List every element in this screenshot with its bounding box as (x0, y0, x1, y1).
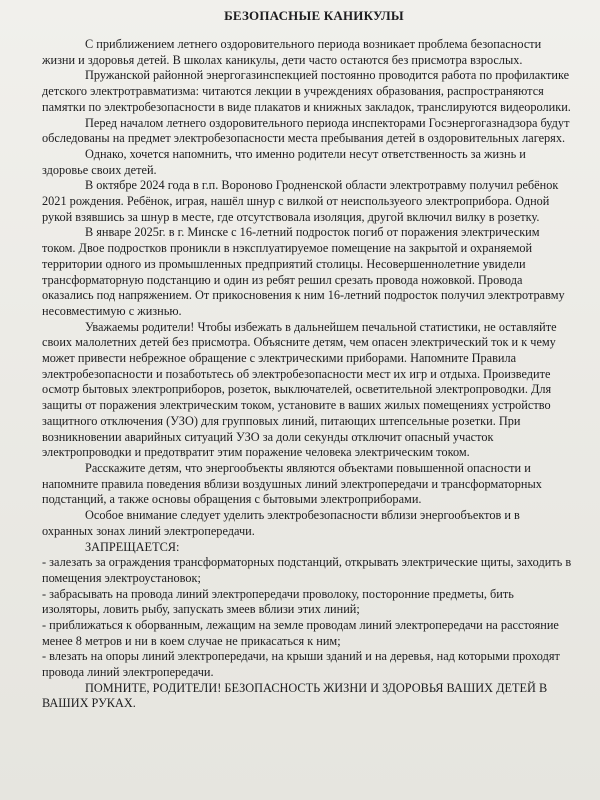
prohibited-heading: ЗАПРЕЩАЕТСЯ: (85, 539, 180, 554)
prohibited-list (42, 555, 574, 681)
paragraph-incident-minsk: В январе 2025г. в г. Минске с 16-летний подросток погиб от поражения электрическим током. Двое подростков проникли в нэксплуатируемое помещение на закрытой и охраняемой территории одного из промышленных предприятий столицы. Несовершеннолетние увидели трансформаторную подстанцию и один из ребят решил срезать провода ножовкой. Провода оказались под напряжением. От прикосновения к ним 16-летний подросток получил электротравму несовместимую с жизнью. (42, 225, 565, 318)
paragraph-advice-parents: Уважаемы родители! Чтобы избежать в дальнейшем печальной статистики, не оставляйте своих малолетних детей без присмотра. Объясните детям, чем опасен электрический ток и к чему может привести небрежное обращение с электрическими приборами. Напомните Правила электробезопасности и позаботьтесь об электробезопасности мест их игр и отдыха. Произведите осмотр бытовых электроприборов, розеток, выключателей, осветительной электропроводки. Для защиты от поражения электрическим током, установите в ваших жилых помещениях устройство защитного отключения (УЗО) для групповых линий, питающих штепсельные розетки. При возникновении аварийных ситуаций УЗО за доли секунды отключит опасный участок электропроводки и предотвратит этим поражение человека электрическим током. (42, 319, 557, 460)
prohibited-item: - забрасывать на провода линий электропередачи проволоку, посторонние предметы, бить изоляторы, ловить рыбу, запускать змеев вблизи этих линий; (42, 586, 514, 617)
paragraph-tell-children: Расскажите детям, что энергообъекты являются объектами повышенной опасности и напомните правила поведения вблизи воздушных линий электропередачи и трансформаторных подстанций, а также основы обращения с бытовыми электроприборами. (42, 460, 542, 507)
paragraph-inspection-work: Пружанской районной энергогазинспекцией постоянно проводится работа по профилактике детского электротравматизма: читаются лекции в учреждениях образования, распространяются памятки по электробезопасности в виде плакатов и книжных закладок, транслируются видеоролики. (42, 68, 571, 114)
prohibited-item: - залезать за ограждения трансформаторных подстанций, открывать электрические щиты, заходить в помещения электроустановок; (42, 555, 572, 585)
paragraph-camp-inspection: Перед началом летнего оздоровительного периода инспекторами Госэнергогазнадзора будут обследованы на предмет электробезопасности места пребывания детей в оздоровительных лагерях. (42, 115, 570, 146)
paragraph-incident-voronovo: В октябре 2024 года в г.п. Вороново Гродненской области электротравму получил ребёнок 2021 рождения. Ребёнок, играя, нашёл шнур с вилкой от неиспользуеого электроприбора. Одной рукой взявшись за шнур в месте, где отсутствовала изоляция, другой включил вилку в розетку. (42, 178, 559, 224)
prohibited-item: - приближаться к оборванным, лежащим на земле проводам линий электропередачи на расстояние менее 8 метров и ни в коем случае не прикасаться к ним; (42, 618, 559, 648)
paragraph-intro: С приближением летнего оздоровительного периода возникает проблема безопасности жизни и здоровья детей. В школах каникулы, дети часто остаются без присмотра взрослых. (42, 37, 542, 67)
paragraph-parent-responsibility: Однако, хочется напомнить, что именно родители несут ответственность за жизнь и здоровье своих детей. (42, 146, 526, 177)
paragraph-special-attention: Особое внимание следует уделить электробезопасности вблизи энергообъектов и в охранных зонах линий электропередачи. (42, 508, 520, 538)
closing-statement: ПОМНИТЕ, РОДИТЕЛИ! БЕЗОПАСНОСТЬ ЖИЗНИ И ЗДОРОВЬЯ ВАШИХ ДЕТЕЙ В ВАШИХ РУКАХ. (42, 680, 548, 711)
document-body (42, 37, 574, 712)
document-title: БЕЗОПАСНЫЕ КАНИКУЛЫ (224, 8, 404, 23)
prohibited-item: - влезать на опоры линий электропередачи, на крыши зданий и на деревья, над которыми проходят провода линий электропередачи. (42, 649, 560, 680)
